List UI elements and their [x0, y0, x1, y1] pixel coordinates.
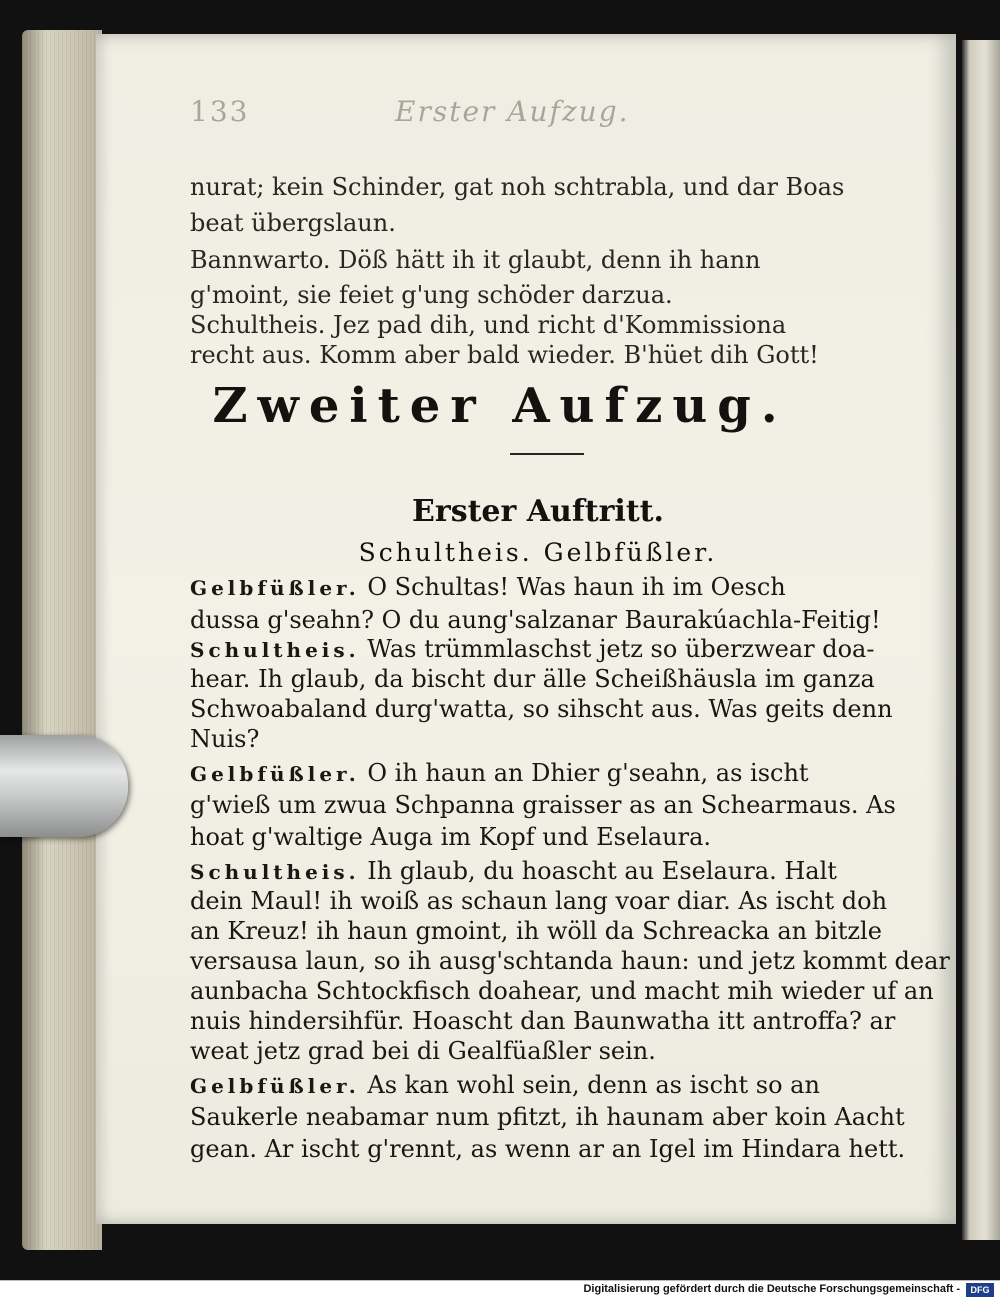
dialogue-text: Nuis?: [190, 725, 260, 753]
dialogue-text: versausa laun, so ih ausg'schtanda haun: und jetz kommt dear: [190, 947, 950, 975]
dialogue-line: [190, 1070, 880, 1101]
text-line: nurat; kein Schinder, gat noh schtrabla, und dar Boas: [190, 173, 845, 201]
speaker-name: Schultheis.: [190, 860, 360, 884]
dialogue-text: O Schultas! Was haun ih im Oesch: [367, 573, 786, 601]
page-number: 133: [190, 95, 250, 128]
dialogue-text: nuis hindersihfür. Hoascht dan Baunwatha itt antroffa? ar: [190, 1007, 896, 1035]
act-title: Zweiter Aufzug.: [212, 378, 788, 434]
dialogue-line: [190, 856, 880, 887]
scene-title: Erster Auftritt.: [412, 494, 664, 529]
text-line: Bannwarto. Döß hätt ih it glaubt, denn ih hann: [190, 246, 761, 274]
book-page-edges: [22, 30, 102, 1250]
dialogue-text: Saukerle neabamar num pfitzt, ih haunam aber koin Aacht: [190, 1103, 905, 1131]
dialogue-line: [190, 572, 880, 603]
dialogue-line: [190, 976, 934, 1006]
dialogue-text: g'wieß um zwua Schpanna graisser as an Schearmaus. As: [190, 791, 896, 819]
dialogue-line: [190, 886, 888, 916]
dialogue-line: [190, 790, 896, 820]
title-rule: [510, 453, 584, 455]
dialogue-line: [190, 634, 880, 665]
page-holder-clip: [0, 735, 128, 837]
dialogue-text: dussa g'seahn? O du aung'salzanar Baurakúachla-Feitig!: [190, 606, 881, 634]
text-line: g'moint, sie feiet g'ung schöder darzua.: [190, 281, 673, 309]
dialogue-text: Schwoabaland durg'watta, so sihscht aus. Was geits denn: [190, 695, 893, 723]
dialogue-text: Was trümmlaschst jetz so überzwear doa-: [367, 635, 875, 663]
dialogue-line: [190, 724, 880, 754]
dialogue-line: [190, 758, 880, 789]
running-head: Erster Aufzug.: [395, 95, 630, 128]
dialogue-text: weat jetz grad bei di Gealfüaßler sein.: [190, 1037, 656, 1065]
dialogue-text: hoat g'waltige Auga im Kopf und Eselaura.: [190, 823, 712, 851]
dialogue-text: As kan wohl sein, denn as ischt so an: [367, 1071, 820, 1099]
dialogue-line: [190, 1036, 880, 1066]
dialogue-line: [190, 694, 893, 724]
text-line: recht aus. Komm aber bald wieder. B'hüet dih Gott!: [190, 341, 819, 369]
speaker-name: Schultheis.: [190, 638, 360, 662]
dialogue-text: aunbacha Schtockfisch doahear, und macht mih wieder uf an: [190, 977, 934, 1005]
dfg-logo: DFG: [966, 1283, 994, 1297]
dialogue-line: [190, 1102, 905, 1132]
dialogue-line: [190, 1006, 896, 1036]
speaker-name: Gelbfüßler.: [190, 576, 360, 600]
dialogue-line: [190, 822, 880, 852]
speaker-name: Gelbfüßler.: [190, 1074, 360, 1098]
dialogue-line: [190, 946, 950, 976]
dialogue-line: [190, 605, 880, 635]
dialogue-line: [190, 916, 880, 946]
dialogue-line: [190, 664, 880, 694]
dialogue-text: O ih haun an Dhier g'seahn, as ischt: [367, 759, 809, 787]
dialogue-text: Ih glaub, du hoascht au Eselaura. Halt: [367, 857, 837, 885]
dialogue-text: hear. Ih glaub, da bischt dur älle Scheißhäusla im ganza: [190, 665, 875, 693]
text-line: Schultheis. Jez pad dih, und richt d'Kommissiona: [190, 311, 787, 339]
funding-credit: Digitalisierung gefördert durch die Deutsche Forschungsgemeinschaft -: [583, 1283, 960, 1295]
dialogue-text: an Kreuz! ih haun gmoint, ih wöll da Schreacka an bitzle: [190, 917, 882, 945]
dialogue-line: [190, 1134, 906, 1164]
speaker-name: Gelbfüßler.: [190, 762, 360, 786]
facing-page-edge: [962, 40, 1000, 1240]
digitization-footer: [0, 1280, 1000, 1300]
dialogue-text: dein Maul! ih woiß as schaun lang voar diar. As ischt doh: [190, 887, 888, 915]
dramatis-personae: Schultheis. Gelbfüßler.: [358, 538, 718, 567]
dialogue-text: gean. Ar ischt g'rennt, as wenn ar an Igel im Hindara hett.: [190, 1135, 906, 1163]
text-line: beat übergslaun.: [190, 209, 396, 237]
